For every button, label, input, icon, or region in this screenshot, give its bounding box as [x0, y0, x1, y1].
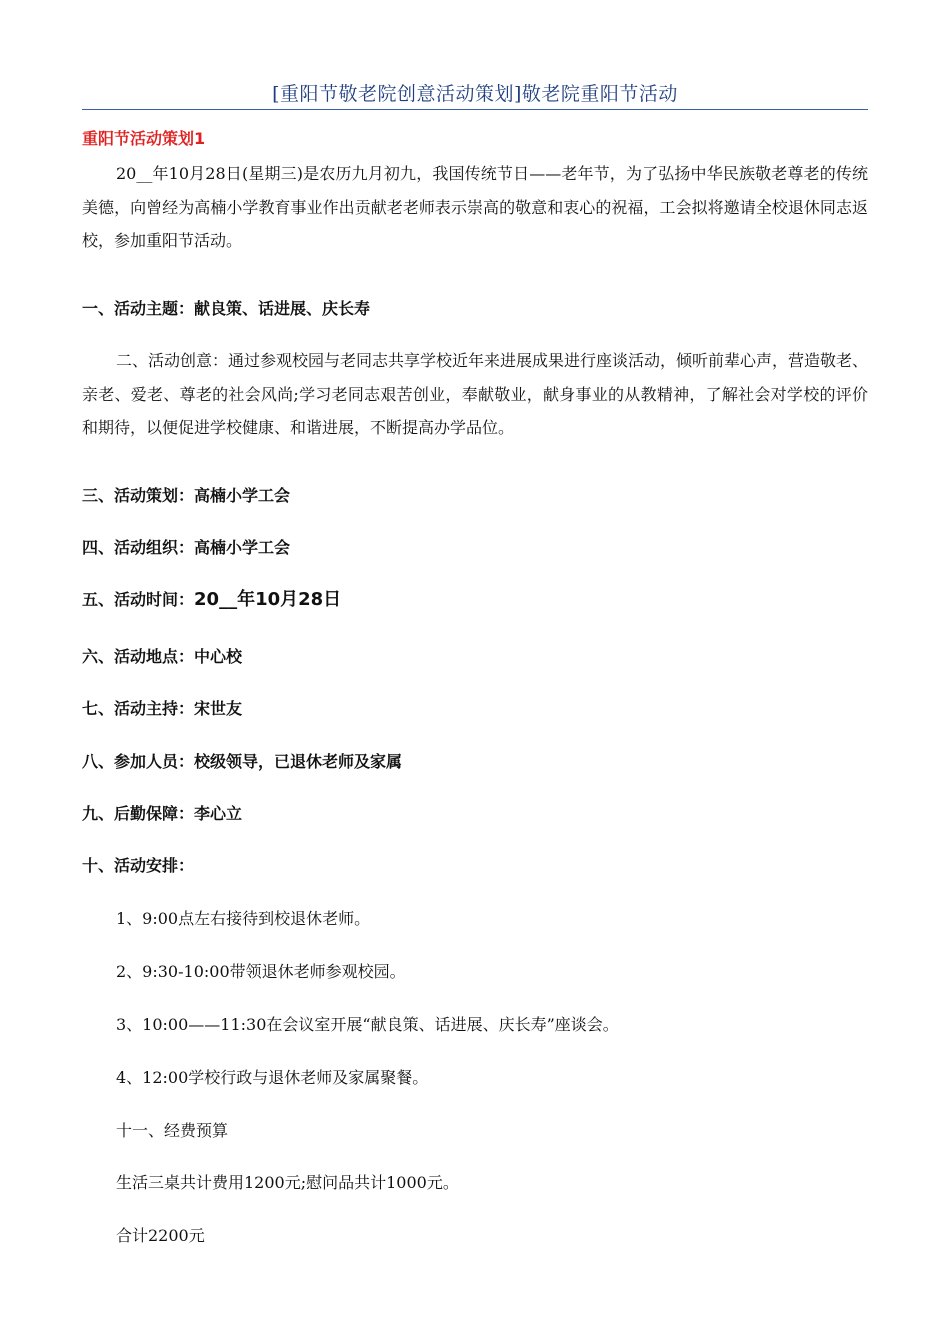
heading-organizer: 四、活动组织：高楠小学工会 — [82, 538, 291, 557]
heading-participants: 八、参加人员：校级领导，已退休老师及家属 — [82, 752, 403, 771]
intro-paragraph: 20__年10月28日(星期三)是农历九月初九，我国传统节日——老年节，为了弘扬中华民族敬老尊老的传统美德，向曾经为高楠小学教育事业作出贡献老老师表示崇高的敬意和衷心的祝福，工会拟将邀请全校退休同志返校，参加重阳节活动。 — [82, 164, 868, 250]
budget-total: 合计2200元 — [116, 1226, 205, 1245]
schedule-item: 3、10:00——11:30在会议室开展“献良策、话进展、庆长寿”座谈会。 — [116, 1015, 619, 1034]
time-label: 五、活动时间： — [82, 590, 195, 609]
document-title: [重阳节敬老院创意活动策划]敬老院重阳节活动 — [272, 83, 678, 105]
section-subtitle: 重阳节活动策划1 — [82, 129, 206, 148]
budget-title: 十一、经费预算 — [116, 1121, 229, 1140]
heading-host: 七、活动主持：宋世友 — [82, 699, 243, 718]
schedule-item: 2、9:30-10:00带领退休老师参观校园。 — [116, 962, 406, 981]
heading-planner: 三、活动策划：高楠小学工会 — [82, 486, 291, 505]
title-underline — [82, 109, 868, 110]
schedule-item: 1、9:00点左右接待到校退休老师。 — [116, 909, 371, 928]
heading-schedule: 十、活动安排： — [82, 856, 195, 875]
heading-place: 六、活动地点：中心校 — [82, 647, 243, 666]
heading-theme: 一、活动主题：献良策、话进展、庆长寿 — [82, 299, 371, 318]
heading-time — [82, 589, 341, 611]
budget-detail: 生活三桌共计费用1200元;慰问品共计1000元。 — [116, 1173, 459, 1192]
heading-logistics: 九、后勤保障：李心立 — [82, 804, 243, 823]
idea-paragraph: 二、活动创意：通过参观校园与老同志共享学校近年来进展成果进行座谈活动，倾听前辈心声，营造敬老、亲老、爱老、尊老的社会风尚;学习老同志艰苦创业，奉献敬业，献身事业的从教精神，了解社会对学校的评价和期待，以便促进学校健康、和谐进展，不断提高办学品位。 — [82, 351, 869, 437]
schedule-item: 4、12:00学校行政与退休老师及家属聚餐。 — [116, 1068, 429, 1087]
time-value: 20__年10月28日 — [194, 589, 342, 610]
